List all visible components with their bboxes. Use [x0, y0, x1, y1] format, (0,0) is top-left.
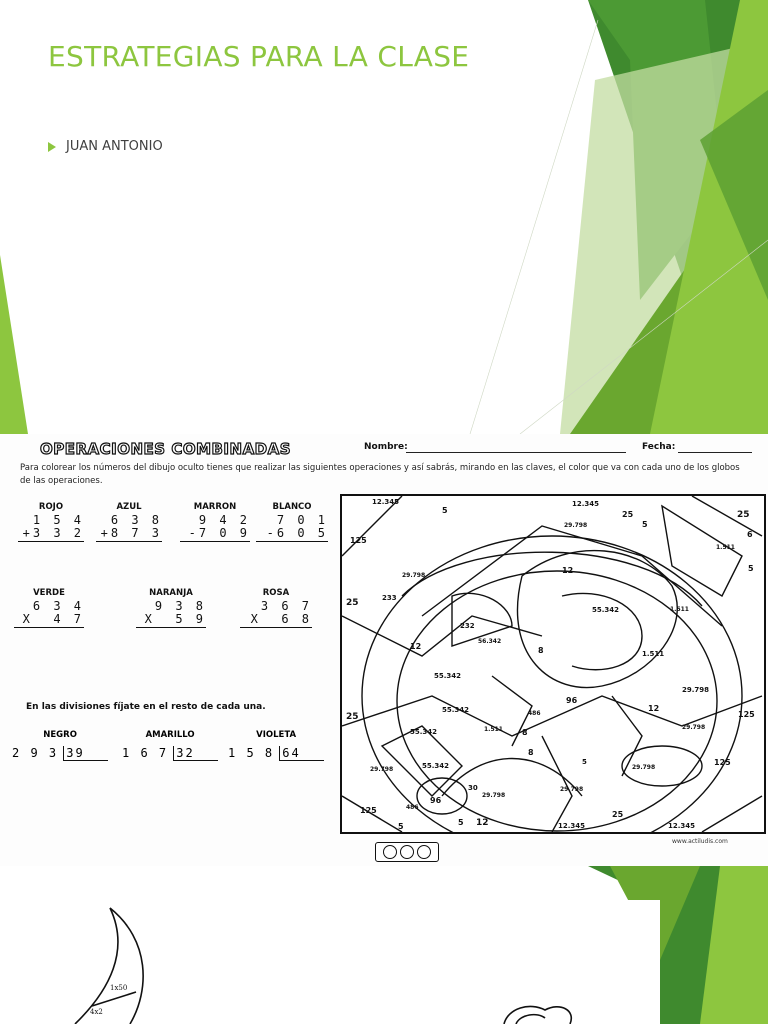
bottom-label-1: 1x50	[110, 984, 128, 992]
division-negro: NEGRO 2 9 3 39	[12, 730, 108, 761]
name-line	[406, 452, 626, 453]
bullet-text: JUAN ANTONIO	[66, 139, 163, 154]
bullet-item	[48, 139, 163, 154]
worksheet-image	[0, 434, 768, 866]
operation-blanco: BLANCO 7 0 1 -6 0 5	[256, 502, 328, 544]
operation-azul: AZUL 6 3 8 +8 7 3	[96, 502, 162, 544]
division-note: En las divisiones fíjate en el resto de cada una.	[26, 702, 266, 712]
operation-rosa: ROSA 3 6 7 X 6 8	[240, 588, 312, 630]
bottom-label-2: 4x2	[90, 1008, 103, 1016]
instructions: Para colorear los números del dibujo oculto tienes que realizar las siguientes operaciones y así sabrás, mirando en las claves, el color que va con cada uno de los globos de las operaciones.	[20, 463, 740, 486]
date-line	[678, 452, 752, 453]
name-label: Nombre:	[364, 442, 408, 452]
operation-verde: VERDE 6 3 4 X 4 7	[14, 588, 84, 630]
operation-naranja: NARANJA 9 3 8 X 5 9	[136, 588, 206, 630]
slide-title: ESTRATEGIAS PARA LA CLASE	[48, 40, 470, 73]
bullet-arrow-icon	[48, 142, 56, 152]
operation-marron: MARRON 9 4 2 -7 0 9	[180, 502, 250, 544]
division-amarillo: AMARILLO 1 6 7 32	[122, 730, 218, 761]
date-label: Fecha:	[642, 442, 676, 452]
coloring-line-art	[342, 496, 764, 832]
coloring-picture: 12.345 5 12.345 25 25 5 6 125 29.798 29.798 1.511 5 25 12 55.342 1.511 1.511 233 232 12 56.342 8 55.342 29.798 25 55.342 486 96 12 125 55.342 1.511 8 29.798 8 55.342 29.798 5 29.798 125 486 96 30 29.798 29.798 125 5 5 12 12.345 25 12.345	[340, 494, 766, 834]
worksheet-title: OPERACIONES COMBINADAS	[40, 440, 292, 458]
division-violeta: VIOLETA 1 5 8 64	[228, 730, 324, 761]
license-badge	[375, 842, 439, 862]
operation-rojo: ROJO 1 5 4 +3 3 2	[18, 502, 84, 544]
worksheet-credit: www.actiludis.com	[672, 838, 728, 845]
